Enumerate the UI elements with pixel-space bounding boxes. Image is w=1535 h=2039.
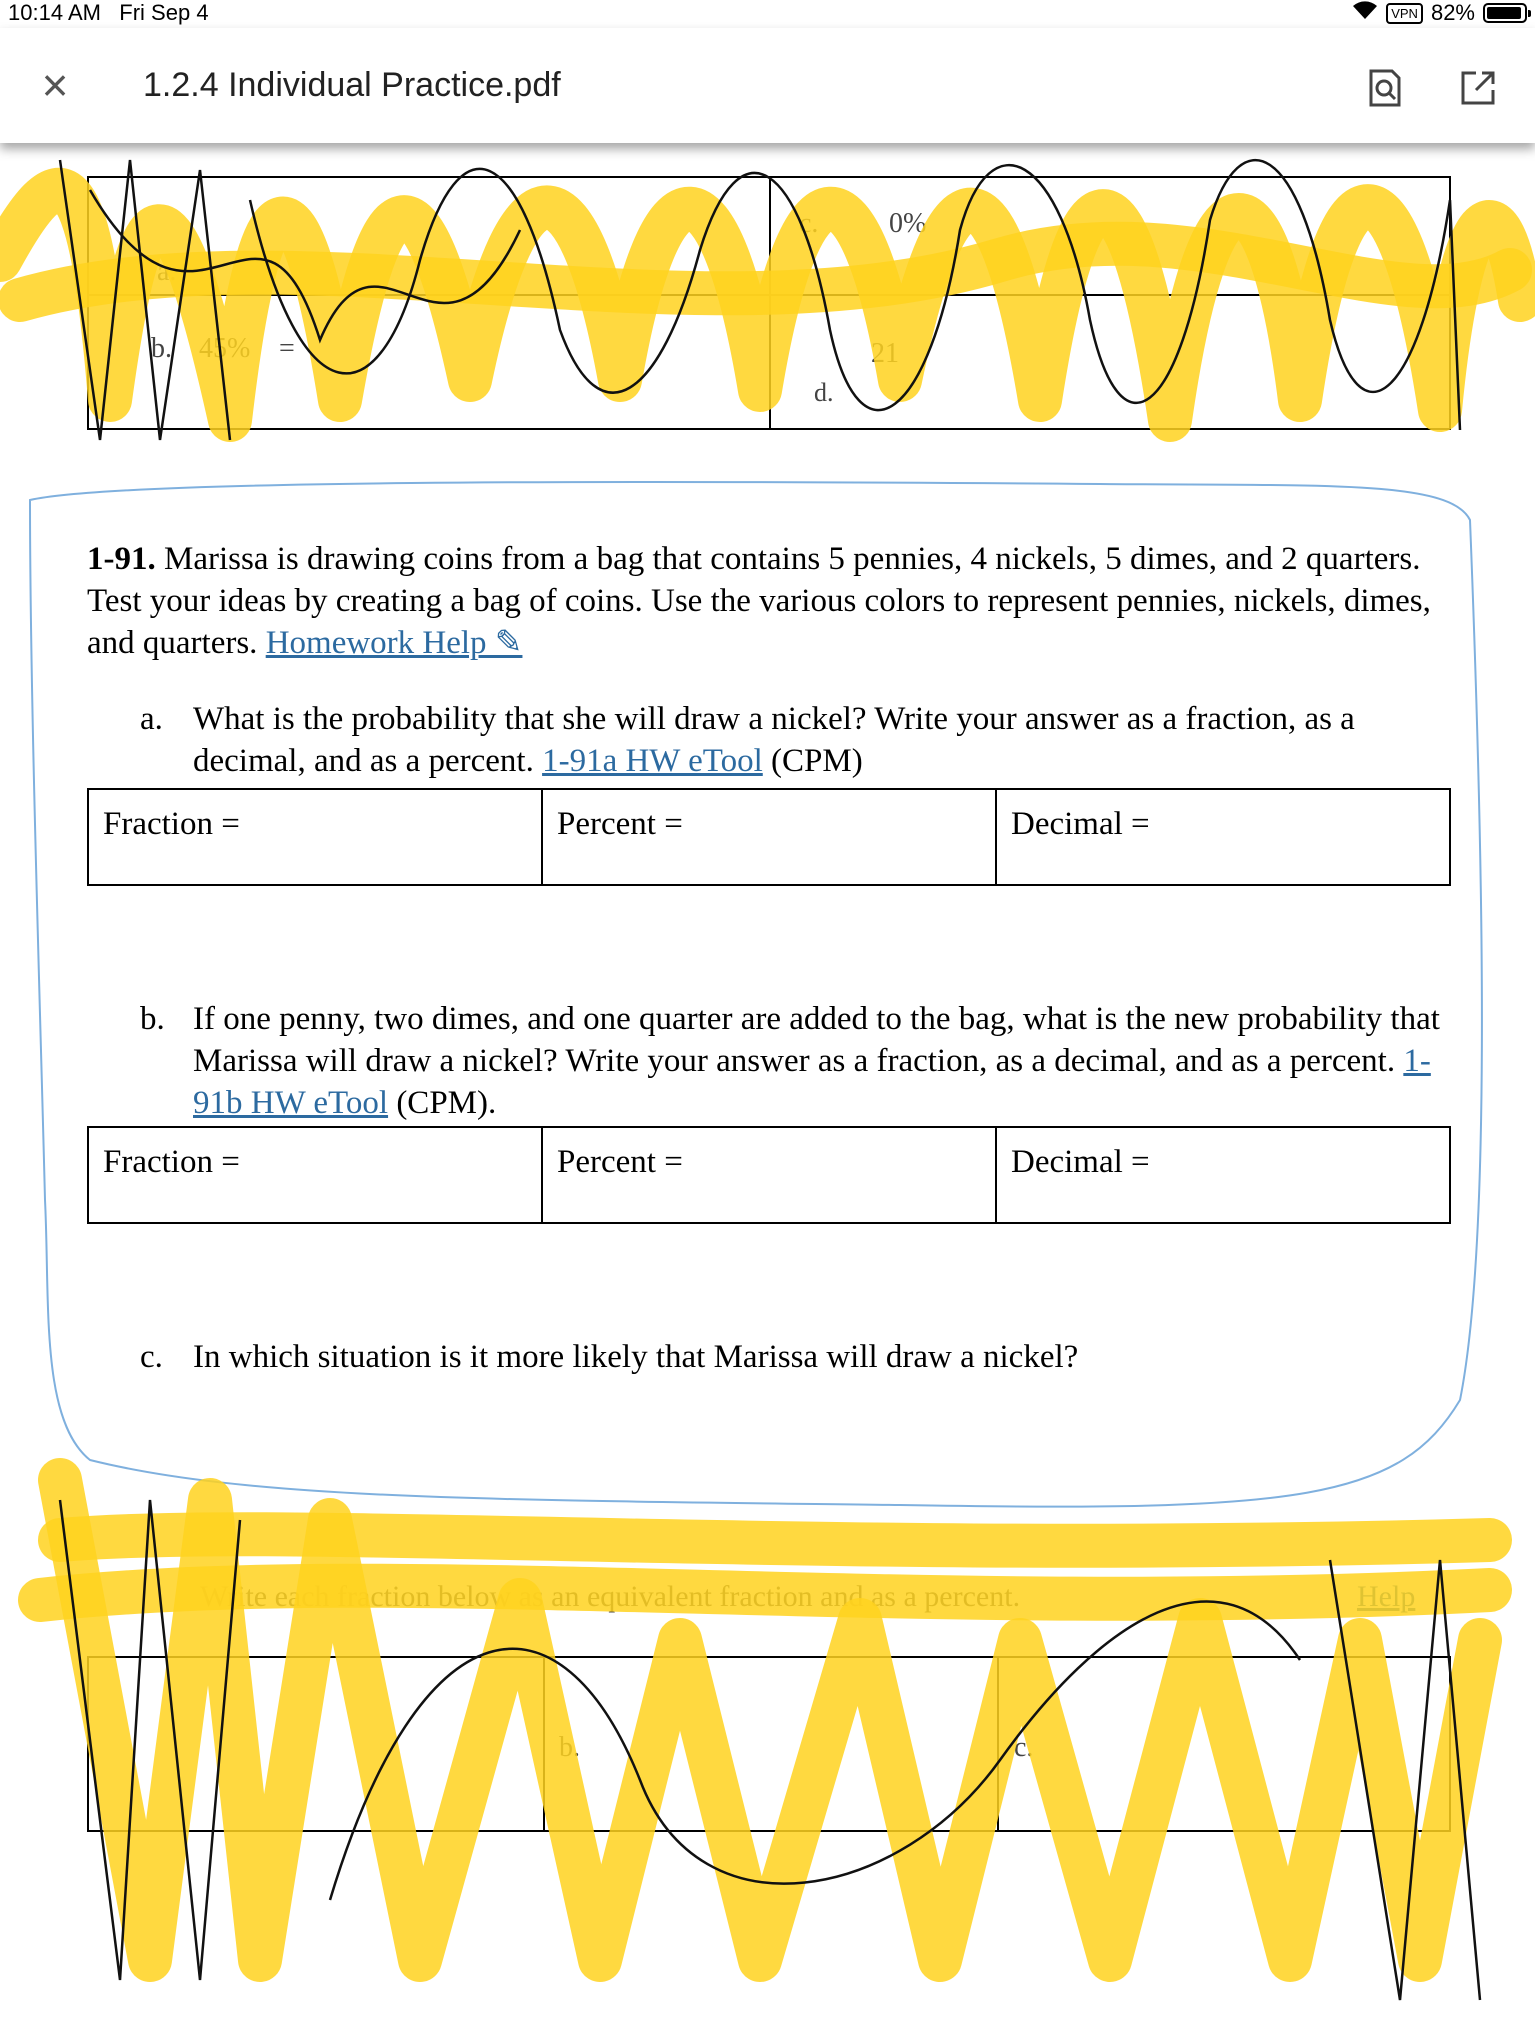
next-problem-text: Write each fraction below as an equivalent fraction and as a percent. — [200, 1580, 1021, 1613]
vpn-badge: VPN — [1386, 3, 1423, 24]
problem-text: Marissa is drawing coins from a bag that contains 5 pennies, 4 nickels, 5 dimes, and 2 quarters. Test your ideas by creating a bag of coins. Use the various colors to represent pennies, nickels, dimes, and quarters. — [87, 541, 1431, 661]
wifi-icon — [1352, 0, 1378, 26]
problem-number: 1-91. — [87, 541, 156, 577]
part-a-letter: a. — [140, 701, 163, 737]
percent-cell-a[interactable]: Percent = — [543, 790, 997, 884]
part-c-text: In which situation is it more likely that Marissa will draw a nickel? — [193, 1339, 1079, 1375]
homework-help-link[interactable]: Homework Help ✎ — [265, 625, 523, 661]
bottom-table — [87, 1656, 1451, 1832]
top-table-b-eq: = — [279, 333, 295, 364]
part-a-suffix: (CPM) — [762, 743, 863, 779]
hw-etool-a-link[interactable]: 1-91a HW eTool — [542, 743, 763, 779]
close-icon[interactable]: × — [41, 59, 69, 111]
bottom-table-c-label: c. — [1014, 1732, 1034, 1763]
part-b — [140, 998, 1460, 1124]
top-table — [87, 176, 1451, 430]
status-right — [1352, 0, 1527, 26]
battery-percent: 82% — [1430, 0, 1475, 25]
part-b-letter: b. — [140, 1001, 165, 1037]
part-b-text: If one penny, two dimes, and one quarter are added to the bag, what is the new probability that Marissa will draw a nickel? Write your answer as a fraction, as a decimal, and as a percent. — [193, 1001, 1440, 1079]
next-problem-help-link[interactable]: Help — [1357, 1580, 1416, 1613]
top-table-c-value: 0% — [889, 208, 927, 239]
open-external-icon[interactable] — [1458, 68, 1498, 108]
status-time: 10:14 AM Fri Sep 4 — [8, 0, 209, 25]
decimal-cell-a[interactable]: Decimal = — [1011, 806, 1150, 842]
top-table-b-value: 45% — [199, 333, 251, 364]
problem-statement — [87, 538, 1457, 664]
top-table-d-label: d. — [814, 378, 834, 407]
percent-cell-b[interactable]: Percent = — [543, 1128, 997, 1222]
fraction-cell-b[interactable]: Fraction = — [89, 1128, 543, 1222]
search-document-icon[interactable] — [1365, 68, 1405, 108]
fraction-cell-a[interactable]: Fraction = — [89, 790, 543, 884]
bottom-table-b-label: b. — [559, 1732, 580, 1763]
part-b-suffix: (CPM). — [388, 1085, 497, 1121]
pdf-viewer-toolbar — [0, 28, 1535, 143]
answer-table-a — [87, 788, 1451, 886]
top-table-b-label: b. — [151, 333, 172, 364]
top-table-a-label: a. — [157, 256, 177, 287]
decimal-cell-b[interactable]: Decimal = — [1011, 1144, 1150, 1180]
battery-icon — [1483, 3, 1527, 23]
top-table-c-label: c. — [799, 208, 819, 239]
part-c-letter: c. — [140, 1339, 163, 1375]
document-title: 1.2.4 Individual Practice.pdf — [143, 66, 561, 104]
hw-etool-b-link[interactable]: 1-91b HW eTool — [193, 1043, 1431, 1121]
top-table-d-value: 21 — [871, 338, 899, 369]
part-a-text: What is the probability that she will draw a nickel? Write your answer as a fraction, as a decimal, and as a percent. — [193, 701, 1355, 779]
answer-table-b — [87, 1126, 1451, 1224]
part-c — [140, 1336, 1460, 1378]
part-a — [140, 698, 1460, 782]
status-bar — [0, 0, 1535, 28]
